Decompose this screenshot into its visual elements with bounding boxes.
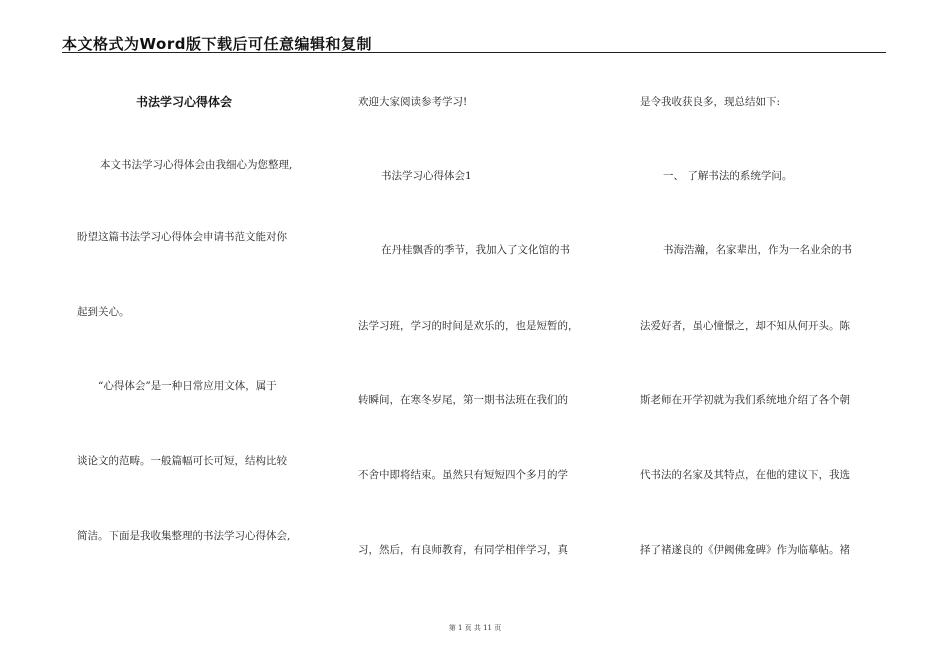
- paragraph-line: 斯老师在开学初就为我们系统地介绍了各个朝: [640, 394, 850, 406]
- paragraph-line: 习，然后，有良师教育，有同学相伴学习，真: [358, 544, 568, 556]
- paragraph-line: 简洁。下面是我收集整理的书法学习心得体会,: [77, 530, 291, 542]
- section-heading: 书法学习心得体会1: [381, 170, 472, 182]
- paragraph-line: “心得体会”是一种日常应用文体，属于: [98, 380, 277, 392]
- header-title: 本文格式为Word版下载后可任意编辑和复制: [62, 35, 372, 53]
- paragraph-line: 法学习班，学习的时间是欢乐的，也是短暂的，: [358, 320, 579, 332]
- paragraph-line: 起到关心。: [77, 306, 130, 318]
- section-heading: 一、 了解书法的系统学问。: [663, 170, 793, 182]
- paragraph-line: 代书法的名家及其特点，在他的建议下，我选: [640, 469, 850, 481]
- paragraph-line: 法爱好者，虽心憧憬之，却不知从何开头。陈: [640, 320, 850, 332]
- page-number: 第 1 页 共 11 页: [448, 624, 502, 632]
- paragraph-line: 盼望这篇书法学习心得体会申请书范文能对你: [77, 231, 287, 243]
- paragraph-line: 择了褚遂良的《伊阙佛龛碑》作为临摹帖。褚: [640, 544, 850, 556]
- paragraph-line: 书海浩瀚，名家辈出，作为一名业余的书: [663, 244, 852, 256]
- page-header: [62, 30, 886, 53]
- document-title: 书法学习心得体会: [136, 95, 233, 109]
- paragraph-line: 本文书法学习心得体会由我细心为您整理,: [100, 159, 293, 171]
- paragraph-line: 是令我收获良多，现总结如下:: [640, 96, 781, 108]
- paragraph-line: 谈论文的范畴。一般篇幅可长可短，结构比较: [77, 455, 287, 467]
- paragraph-line: 转瞬间，在寒冬岁尾，第一期书法班在我们的: [358, 394, 568, 406]
- paragraph-line: 在丹桂飘香的季节，我加入了文化馆的书: [381, 244, 570, 256]
- paragraph-line: 欢迎大家阅读参考学习!: [358, 96, 468, 108]
- paragraph-line: 不舍中即将结束。虽然只有短短四个多月的学: [358, 469, 568, 481]
